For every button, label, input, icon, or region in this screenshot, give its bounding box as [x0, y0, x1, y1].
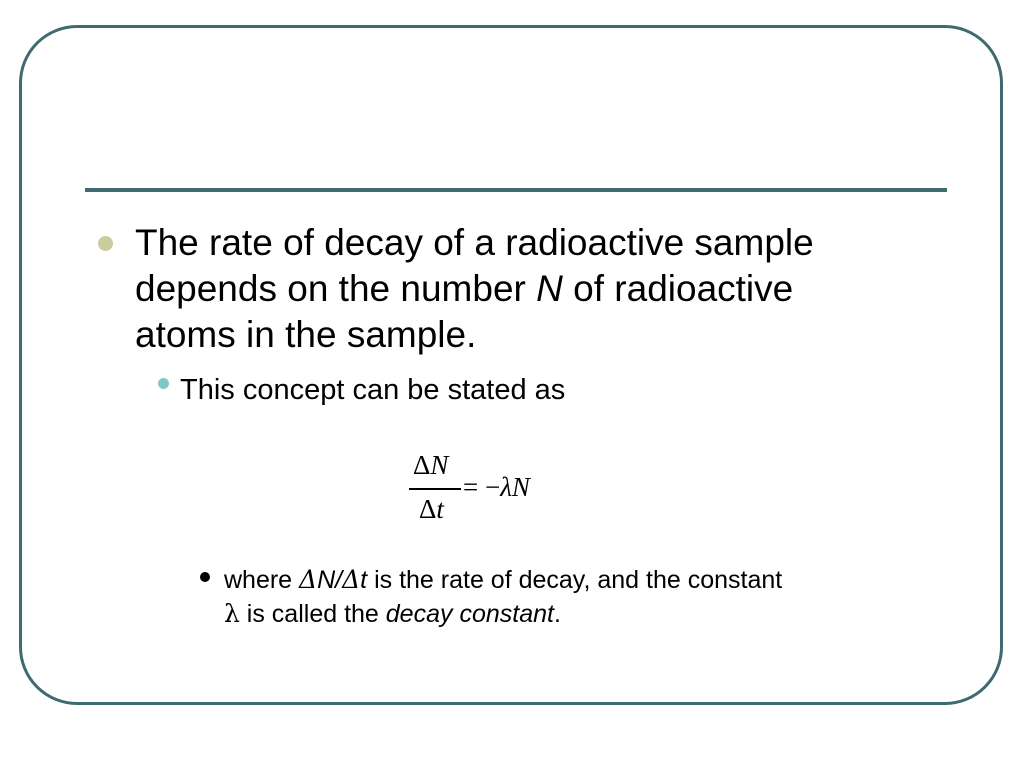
title-divider: [85, 188, 947, 192]
bullet-level1-icon: [98, 236, 113, 251]
denominator-variable: t: [436, 494, 444, 524]
bullet-level2-text: This concept can be stated as: [180, 374, 566, 406]
rhs-lambda: λ: [500, 472, 512, 502]
bullet1-variable-n: N: [536, 268, 563, 309]
fraction-bar: [409, 488, 461, 490]
bullet3-delta2: Δ: [342, 565, 361, 594]
numerator-variable: N: [430, 450, 449, 480]
equation-right-side: [463, 472, 530, 503]
numerator-delta: Δ: [413, 450, 431, 480]
denominator-delta: Δ: [419, 494, 437, 524]
bullet3-delta1: Δ: [299, 565, 318, 594]
bullet-level3-icon: [200, 572, 210, 582]
decay-rate-equation: [405, 450, 575, 535]
bullet3-t-var: t: [360, 566, 368, 594]
bullet-level2-icon: [158, 378, 169, 389]
bullet3-end: .: [553, 600, 561, 628]
bullet1-text-after: of radioactive atoms in the sample.: [135, 268, 794, 355]
bullet-level3-text: [224, 563, 944, 631]
bullet3-term: decay constant: [385, 600, 554, 628]
bullet3-called: is called the: [239, 600, 386, 628]
bullet3-where: where: [224, 566, 300, 594]
bullet3-middle: is the rate of decay, and the constant: [367, 566, 783, 594]
equation-denominator: [419, 494, 444, 525]
equals-minus: = −: [463, 472, 501, 502]
bullet3-n-var: N/: [317, 566, 343, 594]
equation-numerator: [413, 450, 448, 481]
bullet1-text-before: The rate of decay of a radioactive sample depends on the number: [135, 222, 814, 309]
bullet3-lambda: λ: [224, 599, 240, 628]
bullet-level1-text: [135, 220, 895, 358]
rhs-variable: N: [511, 472, 530, 502]
